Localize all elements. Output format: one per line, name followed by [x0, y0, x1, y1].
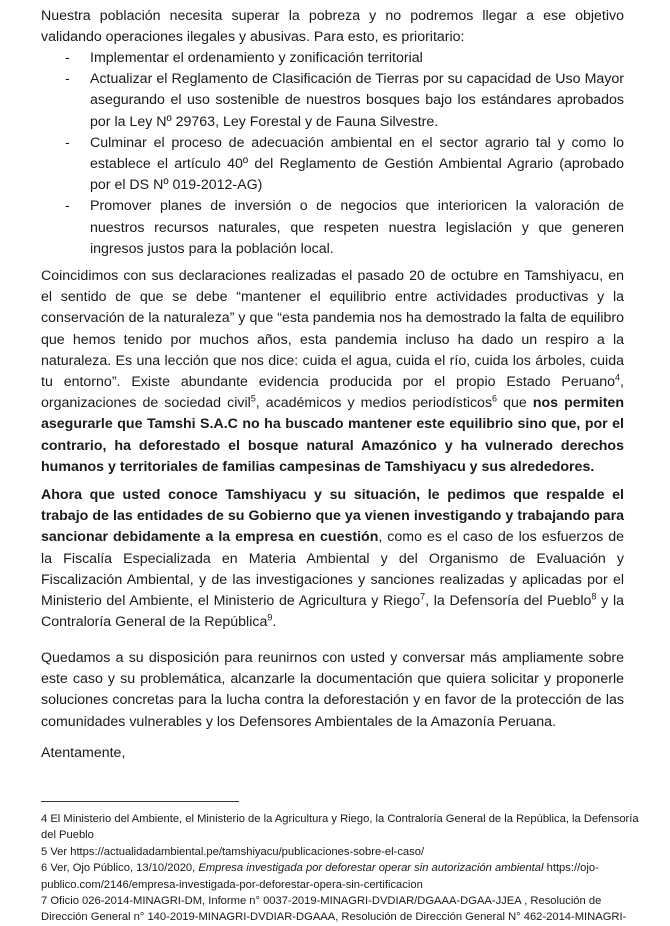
footnote-ref: 7: [420, 591, 426, 602]
closing-text: Atentamente,: [41, 745, 126, 761]
bullet-marker: -: [65, 71, 70, 88]
list-item-text: Actualizar el Reglamento de Clasificación de Tierras por su capacidad de Uso Mayor asegurando el uso sostenible de nuestros bosques bajo los estándares aprobados por la Ley Nº 29763, Ley Forestal y de Fauna Silvestre.: [90, 71, 624, 130]
footnote-text: 5 Ver https://actualidadambiental.pe/tamshiyacu/publicaciones-sobre-el-caso/: [41, 845, 425, 858]
footnote-ref: 4: [615, 372, 621, 383]
paragraph-text: que: [497, 395, 533, 412]
list-item: [41, 48, 624, 69]
paragraph-text: , como es el caso de los esfuerzos de la Fiscalía Especializada en Materia Ambiental y del Organismo de Evaluación y Fiscalización Ambiental, y de las investigaciones y sanciones realizadas y aplicadas por el Ministerio del Ambiente, el Ministerio de Agricultura y Riego: [41, 529, 624, 610]
footnote-text: 6 Ver, Ojo Público, 13/10/2020,: [41, 862, 199, 875]
bullet-marker: -: [65, 134, 70, 151]
footnote-divider: [41, 801, 239, 802]
paragraph-text: y la Contraloría General de la República: [41, 593, 624, 631]
paragraph-declaraciones: [41, 266, 624, 478]
paragraph-text: Quedamos a su disposición para reunirnos con usted y conversar más ampliamente sobre este caso y su problemática, alcanzarle la documentación que quiera solicitar y proponerle soluciones concretas para la lucha contra la deforestación y en favor de la protección de las comunidades vulnerables y los Defensores Ambientales de la Amazonía Peruana.: [41, 650, 624, 730]
footnote-link[interactable]: https://ojo-publico.com/2146/empresa-investigada-por-deforestar-opera-sin-certificacion: [41, 862, 599, 891]
bullet-marker: -: [65, 198, 70, 215]
list-item-text: Implementar el ordenamiento y zonificación territorial: [90, 50, 423, 66]
list-item: [41, 196, 624, 260]
list-item: [41, 133, 624, 197]
list-item-text: Culminar el proceso de adecuación ambiental en el sector agrario tal y como lo establece el artículo 40º del Reglamento de Gestión Ambiental Agrario (aprobado por el DS Nº 019-2012-AG): [90, 134, 624, 194]
paragraph-bold-text: Ahora que usted conoce Tamshiyacu y su situación, le pedimos que respalde el trabajo de las entidades de su Gobierno que ya vienen investigando y trabajando para sancionar debidamente a la empresa en cuestión: [41, 487, 624, 546]
footnote-ref: 9: [267, 612, 273, 623]
footnote-ref: 5: [250, 393, 256, 404]
footnote-italic-title: Empresa investigada por deforestar operar sin autorización ambiental: [198, 862, 544, 875]
footnote: [41, 844, 641, 860]
paragraph-text: Coincidimos con sus declaraciones realizadas el pasado 20 de octubre en Tamshiyacu, en el sentido de que se debe “mantener el equilibrio entre actividades productivas y la conservación de la naturaleza” y que “esta pandemia nos ha demostrado la falta de equilibro que hemos tenido por muchos años, esta pandemia incluso ha dado un respiro a la naturaleza. Es una lección que nos dice: cuida el agua, cuida el río, cuida los árboles, cuida tu entorno”. Existe abundante evidencia producida por el propio Estado Peruano: [41, 268, 624, 391]
paragraph-text: , académicos y medios periodísticos: [255, 395, 493, 412]
paragraph-quedamos: [41, 648, 624, 733]
footnote-text: 7 Oficio 026-2014-MINAGRI-DM, Informe n° 0037-2019-MINAGRI-DVDIAR/DGAAA-DGAA-JJEA , Resolución de Dirección General n° 140-2019-MINAGRI-DVDIAR-DGAAA, Resolución de Dirección General N° 462-2014-MINAGRI-: [41, 895, 627, 924]
footnotes: [41, 811, 641, 926]
list-item-text: Promover planes de inversión o de negocios que interioricen la valoración de nuestros recursos naturales, que respeten nuestra legislación y que generen ingresos justos para la población local.: [90, 198, 624, 257]
footnote: [41, 811, 641, 844]
paragraph-text: , la Defensoría del Pueblo: [425, 593, 592, 610]
paragraph-ahora: [41, 485, 624, 633]
paragraph-text: Nuestra población necesita superar la pobreza y no podremos llegar a ese objetivo validando operaciones ilegales y abusivas. Para esto, es prioritario:: [41, 8, 624, 46]
list-item: [41, 69, 624, 133]
paragraph-text: .: [272, 614, 277, 631]
bullet-marker: -: [65, 50, 70, 66]
footnote-ref: 6: [492, 393, 498, 404]
footnote: [41, 860, 641, 893]
footnote-text: 4 El Ministerio del Ambiente, el Ministerio de la Agricultura y Riego, la Contraloría General de la República, la Defensoría del Pueblo: [41, 813, 639, 842]
footnote: [41, 893, 641, 926]
priority-list: [41, 48, 624, 260]
paragraph-bold-text: nos permiten asegurarle que Tamshi S.A.C no ha buscado mantener este equilibrio sino que, por el contrario, ha deforestado el bosque natural Amazónico y ha vulnerado derechos humanos y territoriales de familias campesinas de Tamshiyacu y sus alrededores.: [41, 395, 624, 475]
footnote-ref: 8: [591, 591, 597, 602]
paragraph-intro: [41, 6, 624, 48]
paragraph-text: , organizaciones de sociedad civil: [41, 374, 624, 412]
closing-salutation: [41, 743, 624, 764]
